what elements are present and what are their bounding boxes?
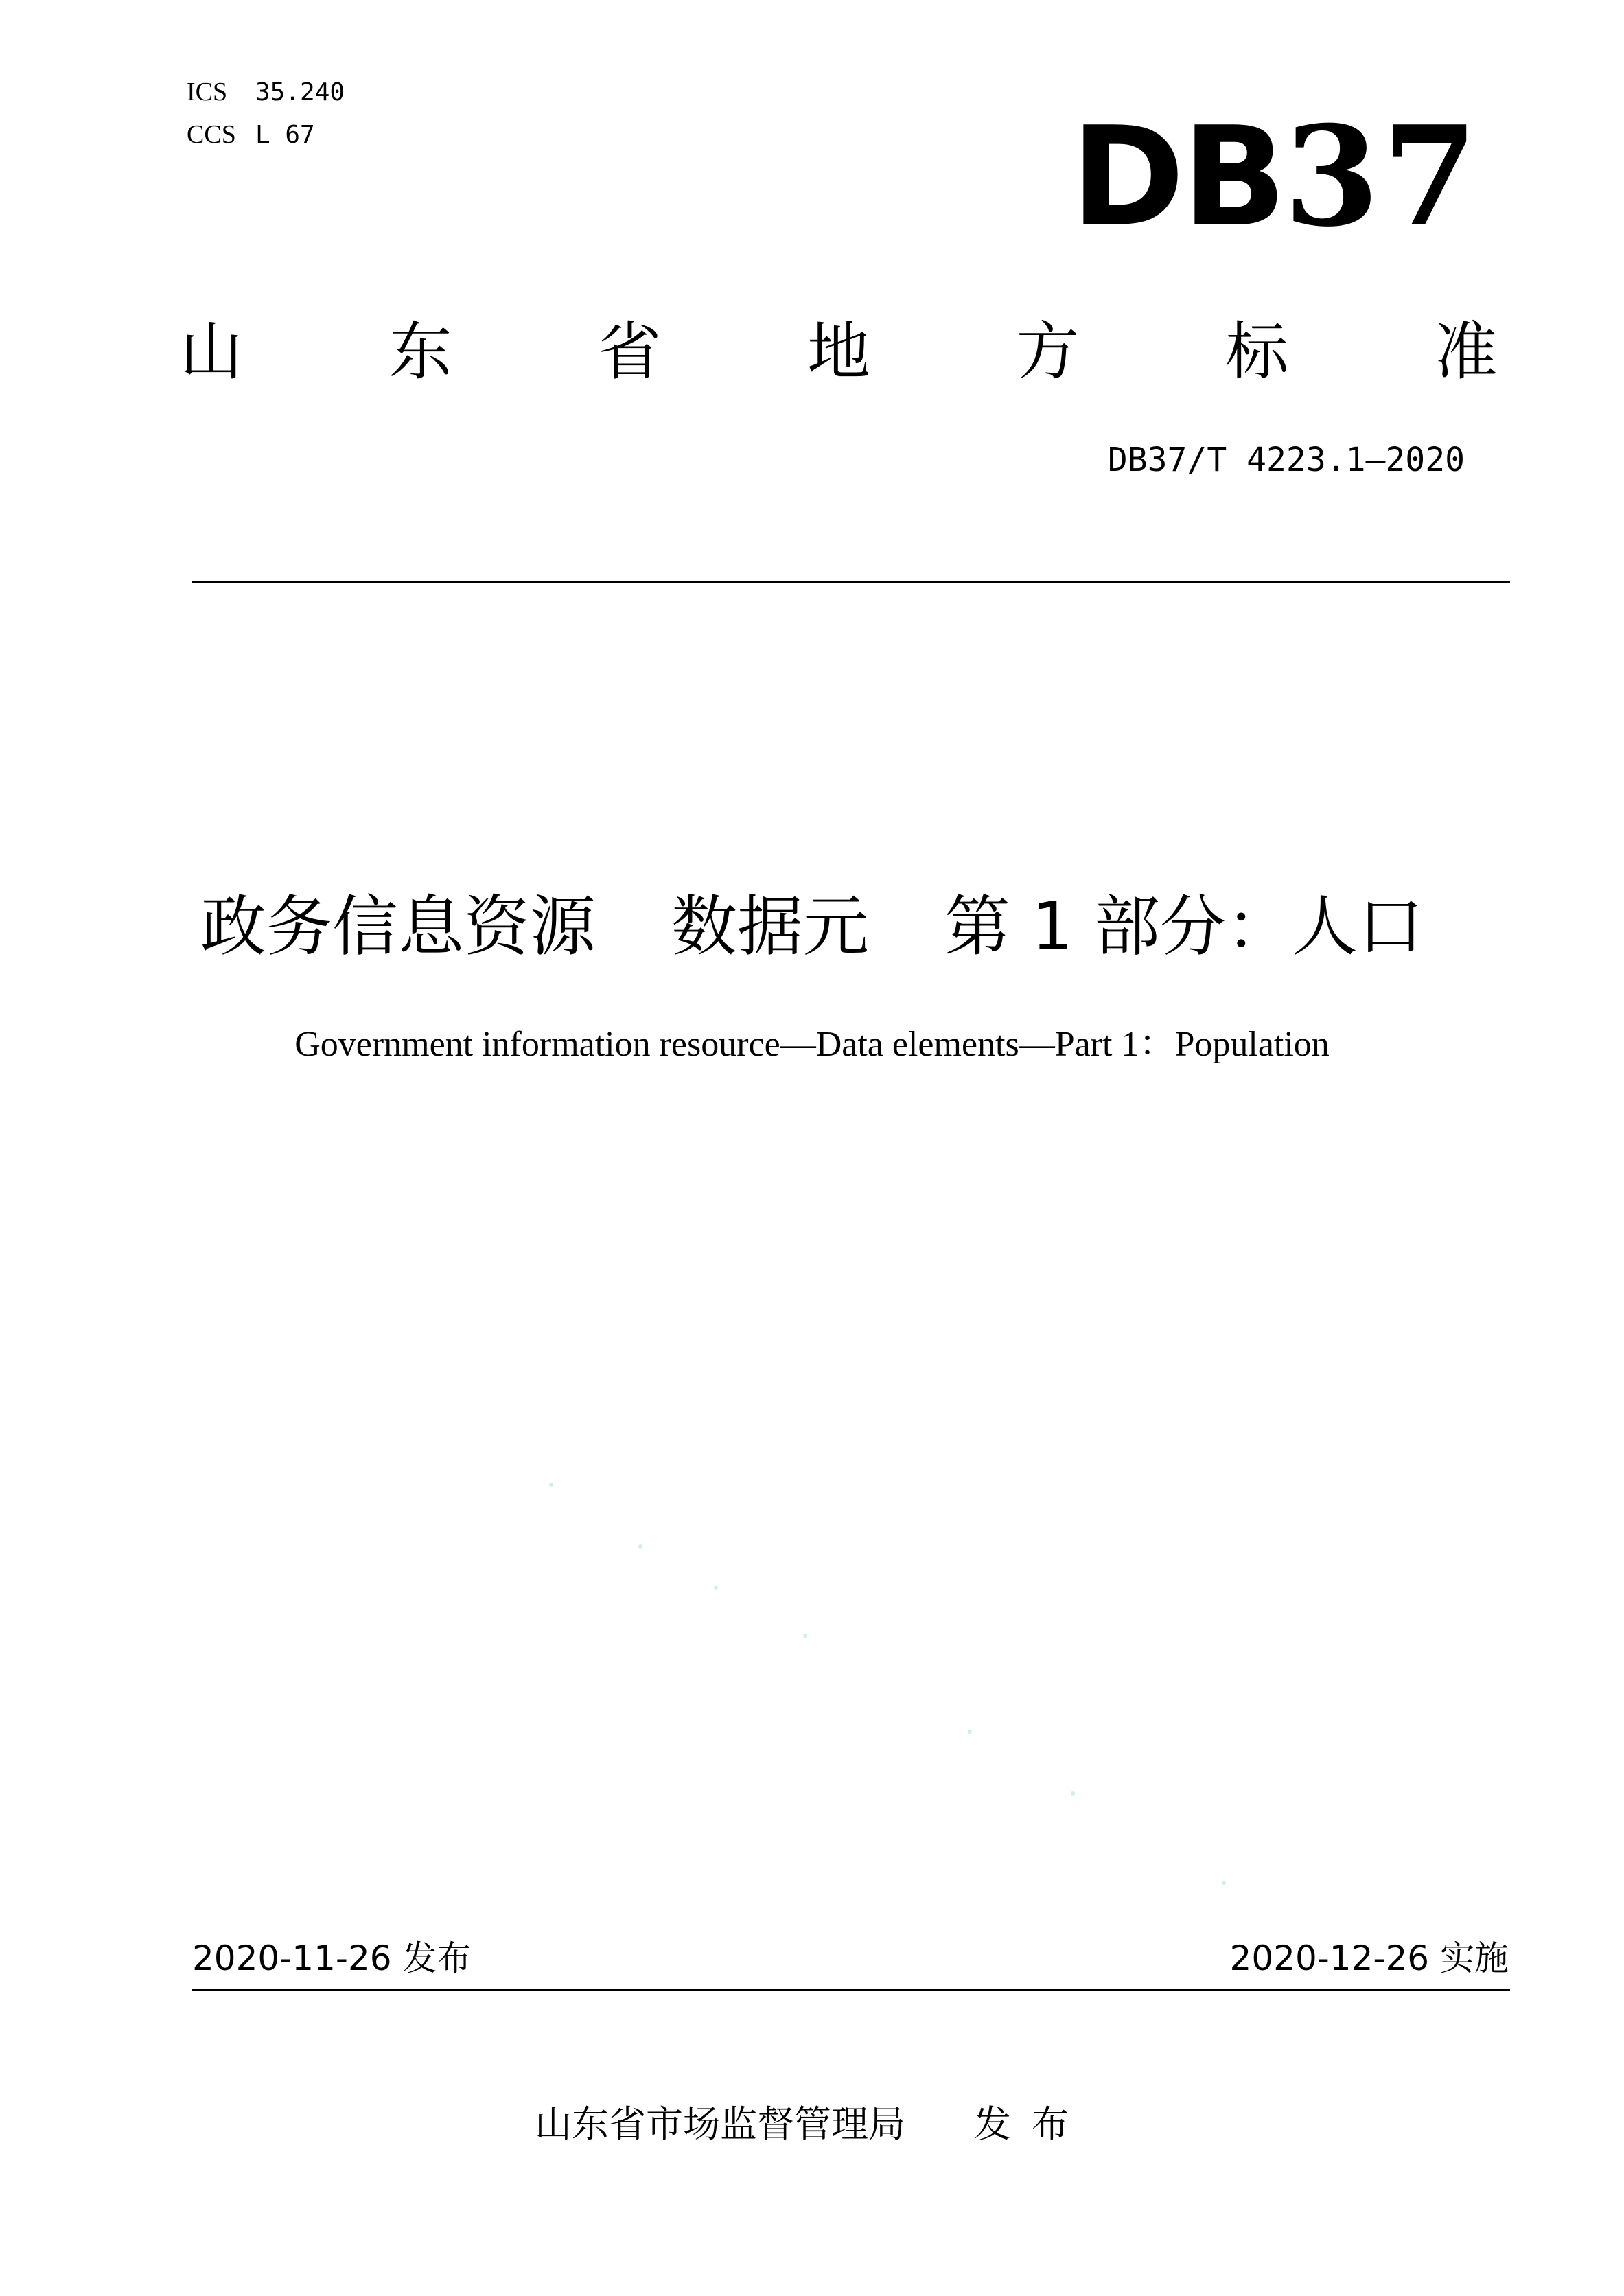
scan-speckle: [549, 1483, 553, 1487]
ics-label: ICS: [187, 78, 228, 106]
db37-logo: [1071, 96, 1481, 257]
logo-code: 37: [1284, 96, 1481, 257]
ccs-value: L 67: [255, 121, 315, 149]
title-part-1: 政务信息资源: [200, 888, 596, 965]
title-part-3: 第 1 部分：人口: [944, 888, 1424, 965]
implementation-date: 2020-12-26 实施: [1229, 1938, 1509, 1978]
ccs-code: [187, 119, 315, 150]
publisher-name: 山东省市场监督管理局: [535, 2102, 905, 2146]
scan-speckle: [1222, 1881, 1226, 1885]
standard-type-char: 省: [598, 315, 662, 389]
bottom-divider: [192, 1989, 1510, 1991]
ccs-label: CCS: [187, 120, 236, 149]
standard-type-char: 标: [1225, 315, 1289, 389]
standard-type-char: 准: [1434, 315, 1498, 389]
ics-value: 35.240: [255, 78, 345, 106]
standard-type-char: 东: [388, 315, 452, 389]
title-chinese: [0, 885, 1624, 968]
issue-date: 2020-11-26 发布: [192, 1938, 472, 1978]
logo-prefix: DB: [1071, 97, 1284, 257]
standard-type-char: 方: [1016, 315, 1080, 389]
scan-speckle: [638, 1544, 642, 1549]
scan-speckle: [968, 1730, 972, 1734]
scan-speckle: [714, 1586, 718, 1590]
standard-type-char: 山: [180, 315, 244, 389]
top-divider: [192, 581, 1510, 583]
ics-code: [187, 77, 345, 108]
standard-number: DB37/T 4223.1—2020: [1107, 441, 1465, 479]
publisher-action: 发布: [974, 2102, 1089, 2146]
publisher-line: [0, 2100, 1624, 2148]
title-english: Government information resource—Data elements—Part 1：Population: [294, 1025, 1330, 1064]
scan-speckle: [803, 1634, 807, 1638]
standard-type-heading: [180, 314, 1498, 390]
scan-speckle: [1071, 1791, 1075, 1796]
standard-type-char: 地: [807, 315, 870, 389]
title-part-2: 数据元: [671, 888, 869, 965]
